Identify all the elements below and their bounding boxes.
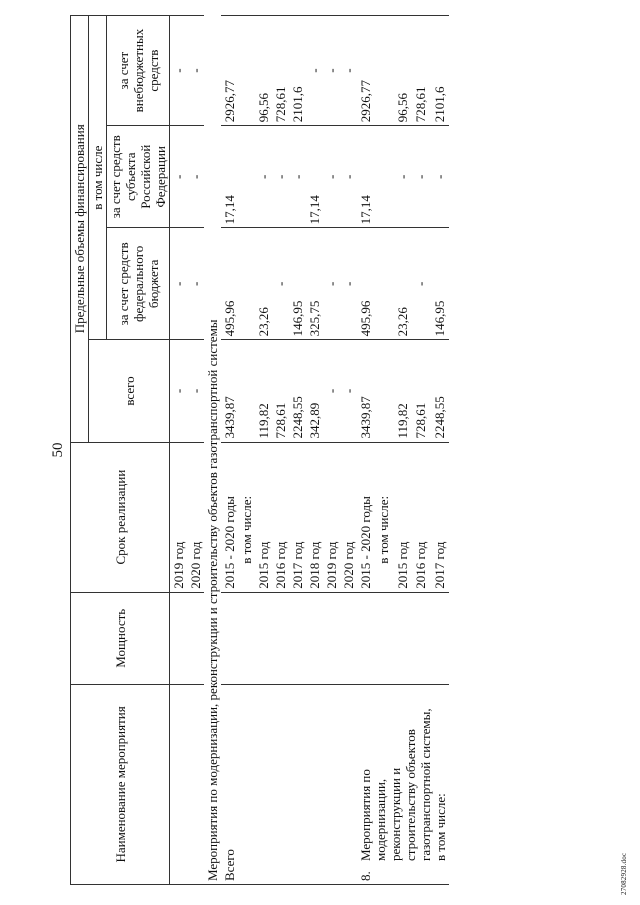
region-cell: [375, 126, 393, 228]
region-cell: -: [431, 126, 449, 228]
header-name: Наименование мероприятия: [71, 684, 170, 884]
capacity-cell: [394, 592, 412, 684]
total-cell: 2248,55: [289, 340, 306, 442]
period-cell: 2016 год: [272, 442, 289, 592]
capacity-cell: [272, 592, 289, 684]
capacity-cell: [306, 592, 323, 684]
capacity-cell: [221, 592, 238, 684]
table-row: [187, 16, 204, 885]
extra-cell: -: [187, 16, 204, 126]
table-row: [272, 16, 289, 885]
table-row: [306, 16, 323, 885]
region-cell: -: [323, 126, 340, 228]
capacity-cell: [375, 592, 393, 684]
region-cell: 17,14: [357, 126, 375, 228]
item-name-line: в том числе:: [433, 793, 448, 861]
extra-cell: -: [323, 16, 340, 126]
section-row: [204, 16, 221, 885]
table-row: [238, 16, 255, 885]
period-cell: 2020 год: [187, 442, 204, 592]
period-cell: 2017 год: [431, 442, 449, 592]
name-cell: [306, 684, 323, 884]
item-number: 8.: [358, 871, 373, 881]
header-region: за счет средств субъекта Российской Федерации: [107, 126, 170, 228]
region-cell: -: [255, 126, 272, 228]
item-name-line: Мероприятия по: [358, 769, 373, 861]
federal-cell: 325,75: [306, 228, 323, 340]
header-limits: Предельные объемы финансирования: [71, 16, 89, 443]
header-federal: за счет средств федерального бюджета: [107, 228, 170, 340]
total-cell: 119,82: [394, 340, 412, 442]
header-period: Срок реализации: [71, 442, 170, 592]
total-cell: 119,82: [255, 340, 272, 442]
item-name-line: газотранспортной системы,: [418, 708, 433, 861]
federal-cell: 146,95: [289, 228, 306, 340]
total-cell: -: [187, 340, 204, 442]
extra-cell: -: [340, 16, 357, 126]
name-cell: [340, 684, 357, 884]
extra-cell: 2926,77: [221, 16, 238, 126]
region-cell: -: [170, 126, 188, 228]
period-cell: в том числе:: [238, 442, 255, 592]
extra-cell: 2101,6: [289, 16, 306, 126]
federal-cell: [375, 228, 393, 340]
federal-cell: -: [412, 228, 430, 340]
federal-cell: -: [323, 228, 340, 340]
region-cell: -: [289, 126, 306, 228]
federal-cell: -: [187, 228, 204, 340]
section-title: Мероприятия по модернизации, реконструкции и строительству объектов газотранспортной системы: [204, 16, 221, 885]
period-cell: 2015 - 2020 годы: [357, 442, 375, 592]
capacity-cell: [412, 592, 430, 684]
name-cell: [323, 684, 340, 884]
total-cell: 342,89: [306, 340, 323, 442]
capacity-cell: [289, 592, 306, 684]
name-cell: [238, 684, 255, 884]
federal-cell: [238, 228, 255, 340]
total-cell: [375, 340, 393, 442]
federal-cell: -: [272, 228, 289, 340]
total-cell: [238, 340, 255, 442]
region-cell: 17,14: [306, 126, 323, 228]
total-label: Всего: [222, 849, 237, 881]
item-8-name-cell: [357, 684, 449, 884]
extra-cell: 96,56: [255, 16, 272, 126]
extra-cell: [238, 16, 255, 126]
item-name-line: модернизации,: [373, 778, 388, 861]
period-cell: 2017 год: [289, 442, 306, 592]
table-row: [340, 16, 357, 885]
region-cell: -: [340, 126, 357, 228]
total-cell: 3439,87: [357, 340, 375, 442]
total-cell: 3439,87: [221, 340, 238, 442]
total-cell: 2248,55: [431, 340, 449, 442]
period-cell: 2015 год: [394, 442, 412, 592]
name-cell: [272, 684, 289, 884]
capacity-cell: [323, 592, 340, 684]
total-cell: -: [170, 340, 188, 442]
capacity-cell: [357, 592, 375, 684]
region-cell: 17,14: [221, 126, 238, 228]
extra-cell: -: [306, 16, 323, 126]
financing-table: [70, 15, 449, 885]
total-cell: -: [340, 340, 357, 442]
document-code: 27082928.doc: [620, 852, 628, 895]
extra-cell: 2101,6: [431, 16, 449, 126]
table-row: [289, 16, 306, 885]
federal-cell: -: [340, 228, 357, 340]
name-cell: [221, 684, 238, 884]
region-cell: -: [272, 126, 289, 228]
total-cell: -: [323, 340, 340, 442]
extra-cell: 728,61: [412, 16, 430, 126]
federal-cell: 146,95: [431, 228, 449, 340]
period-cell: 2015 год: [255, 442, 272, 592]
capacity-cell: [340, 592, 357, 684]
period-cell: 2018 год: [306, 442, 323, 592]
region-cell: -: [394, 126, 412, 228]
period-cell: в том числе:: [375, 442, 393, 592]
federal-cell: 495,96: [221, 228, 238, 340]
header-total: всего: [89, 340, 170, 442]
period-cell: 2019 год: [323, 442, 340, 592]
period-cell: 2015 - 2020 годы: [221, 442, 238, 592]
table-row: [323, 16, 340, 885]
region-cell: -: [187, 126, 204, 228]
period-cell: 2020 год: [340, 442, 357, 592]
federal-cell: -: [170, 228, 188, 340]
table-row: [221, 16, 238, 885]
header-capacity: Мощность: [71, 592, 170, 684]
federal-cell: 23,26: [255, 228, 272, 340]
extra-cell: 2926,77: [357, 16, 375, 126]
extra-cell: [375, 16, 393, 126]
table-header: [71, 16, 170, 885]
region-cell: -: [412, 126, 430, 228]
federal-cell: 495,96: [357, 228, 375, 340]
header-including: в том числе: [89, 16, 107, 340]
table-body: [170, 16, 450, 885]
table-row: [357, 16, 375, 885]
page-number: 50: [50, 442, 66, 458]
capacity-cell: [255, 592, 272, 684]
total-cell: 728,61: [412, 340, 430, 442]
extra-cell: -: [170, 16, 188, 126]
header-extra: за счет внебюджетных средств: [107, 16, 170, 126]
federal-cell: 23,26: [394, 228, 412, 340]
total-cell: 728,61: [272, 340, 289, 442]
item-name-line: реконструкции и: [388, 767, 403, 861]
extra-cell: 728,61: [272, 16, 289, 126]
name-cell: [289, 684, 306, 884]
region-cell: [238, 126, 255, 228]
item-name-line: строительству объектов: [403, 729, 418, 861]
period-cell: 2019 год: [170, 442, 188, 592]
table-row: [170, 16, 188, 885]
table-row: [255, 16, 272, 885]
capacity-cell: [431, 592, 449, 684]
period-cell: 2016 год: [412, 442, 430, 592]
extra-cell: 96,56: [394, 16, 412, 126]
name-cell: [255, 684, 272, 884]
capacity-cell: [238, 592, 255, 684]
